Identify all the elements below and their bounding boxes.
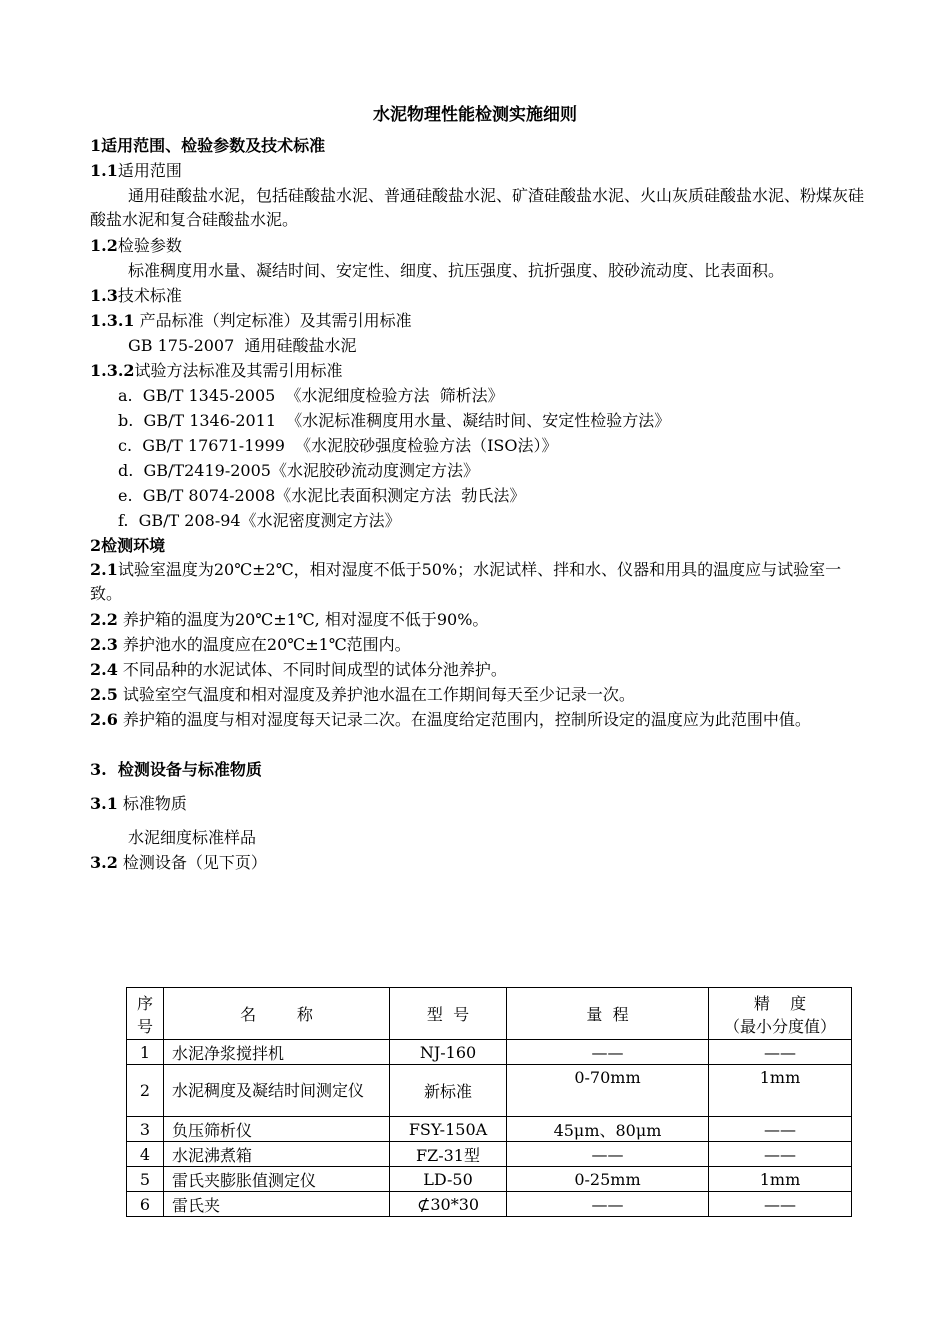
row-name: 水泥稠度及凝结时间测定仪 — [164, 1065, 390, 1117]
header-precision-line1: 精 度 — [753, 993, 807, 1013]
standard-item-d: d. GB/T2419-2005《水泥胶砂流动度测定方法》 — [118, 461, 479, 480]
scope-paragraph: 通用硅酸盐水泥，包括硅酸盐水泥、普通硅酸盐水泥、矿渣硅酸盐水泥、火山灰质硅酸盐水泥、粉煤灰硅酸盐水泥和复合硅酸盐水泥。 — [90, 186, 865, 229]
section-number: 1.3 — [90, 286, 118, 305]
section-3-1 — [90, 792, 865, 816]
header-range: 量 程 — [507, 988, 709, 1040]
section-number: 2.6 — [90, 710, 118, 729]
section-1-3-2 — [90, 359, 865, 383]
section-number: 1.3.2 — [90, 361, 135, 380]
section-text: 产品标准（判定标准）及其需引用标准 — [134, 311, 412, 330]
row-range: 45μm、80μm — [507, 1117, 709, 1142]
row-seq: 1 — [127, 1040, 164, 1065]
section-text: 标准物质 — [117, 794, 187, 813]
row-range: 0-70mm — [507, 1065, 709, 1117]
section-2-5 — [90, 683, 865, 707]
table-row — [127, 1142, 852, 1167]
section-number: 3.1 — [90, 794, 118, 813]
row-name: 水泥净浆搅拌机 — [164, 1040, 390, 1065]
row-model: NJ-160 — [390, 1040, 507, 1065]
row-seq: 6 — [127, 1192, 164, 1217]
section-1-3-1 — [90, 309, 865, 333]
row-precision: —— — [709, 1040, 852, 1065]
row-seq: 3 — [127, 1117, 164, 1142]
row-name: 负压筛析仪 — [164, 1117, 390, 1142]
header-seq-line1: 序 — [136, 993, 153, 1013]
row-precision: 1mm — [709, 1167, 852, 1192]
section-text: 养护箱的温度与相对湿度每天记录二次。在温度给定范围内，控制所设定的温度应为此范围中值。 — [117, 710, 811, 729]
standard-item-f: f. GB/T 208-94《水泥密度测定方法》 — [118, 511, 401, 530]
section-1-1 — [90, 159, 865, 183]
standard-item-c: c. GB/T 17671-1999 《水泥胶砂强度检验方法（ISO法）》 — [118, 436, 558, 455]
header-model: 型 号 — [390, 988, 507, 1040]
reference-material: 水泥细度标准样品 — [128, 828, 257, 847]
section-number: 3.2 — [90, 853, 118, 872]
section-heading-2: 2检测环境 — [90, 536, 166, 555]
table-row — [127, 1065, 852, 1117]
row-model: FZ-31型 — [390, 1142, 507, 1167]
section-text: 技术标准 — [117, 286, 182, 305]
section-text: 检测设备（见下页） — [117, 853, 267, 872]
section-number: 2.4 — [90, 660, 118, 679]
table-row — [127, 1117, 852, 1142]
parameters-paragraph: 标准稠度用水量、凝结时间、安定性、细度、抗压强度、抗折强度、胶砂流动度、比表面积。 — [128, 261, 785, 280]
row-range: —— — [507, 1142, 709, 1167]
header-seq-line2: 号 — [136, 1016, 153, 1036]
equipment-table — [126, 987, 852, 1217]
table-header-row — [127, 988, 852, 1040]
standard-item-a: a. GB/T 1345-2005 《水泥细度检验方法 筛析法》 — [118, 386, 504, 405]
section-text: 检验参数 — [117, 236, 182, 255]
document-title: 水泥物理性能检测实施细则 — [373, 105, 577, 125]
row-name: 雷氏夹膨胀值测定仪 — [164, 1167, 390, 1192]
header-precision — [709, 988, 852, 1040]
section-text: 养护箱的温度为20℃±1℃, 相对湿度不低于90%。 — [117, 610, 489, 629]
section-number: 2.3 — [90, 635, 118, 654]
row-name: 水泥沸煮箱 — [164, 1142, 390, 1167]
standard-item-e: e. GB/T 8074-2008《水泥比表面积测定方法 勃氏法》 — [118, 486, 526, 505]
section-text: 适用范围 — [117, 161, 182, 180]
header-name: 名 称 — [164, 988, 390, 1040]
row-seq: 2 — [127, 1065, 164, 1117]
row-seq: 4 — [127, 1142, 164, 1167]
section-2-1 — [90, 558, 865, 606]
section-number: 1.3.1 — [90, 311, 135, 330]
row-range: —— — [507, 1192, 709, 1217]
row-model: ⊄30*30 — [390, 1192, 507, 1217]
row-model: 新标准 — [390, 1065, 507, 1117]
section-2-3 — [90, 633, 865, 657]
table-row — [127, 1192, 852, 1217]
row-seq: 5 — [127, 1167, 164, 1192]
section-heading-3: 3. 检测设备与标准物质 — [90, 760, 262, 779]
row-precision: —— — [709, 1192, 852, 1217]
section-1-2 — [90, 234, 865, 258]
section-3-2 — [90, 851, 865, 875]
row-precision: 1mm — [709, 1065, 852, 1117]
header-seq — [127, 988, 164, 1040]
section-2-4 — [90, 658, 865, 682]
section-text: 试验室空气温度和相对湿度及养护池水温在工作期间每天至少记录一次。 — [117, 685, 635, 704]
section-2-6 — [90, 708, 865, 732]
section-number: 2.2 — [90, 610, 118, 629]
section-1-3 — [90, 284, 865, 308]
standard-item-b: b. GB/T 1346-2011 《水泥标准稠度用水量、凝结时间、安定性检验方法》 — [118, 411, 671, 430]
section-text: 不同品种的水泥试体、不同时间成型的试体分池养护。 — [117, 660, 507, 679]
section-2-2 — [90, 608, 865, 632]
product-standard: GB 175-2007 通用硅酸盐水泥 — [128, 336, 357, 355]
header-precision-line2: （最小分度值） — [723, 1016, 836, 1036]
row-model: LD-50 — [390, 1167, 507, 1192]
section-number: 2.5 — [90, 685, 118, 704]
table-row — [127, 1167, 852, 1192]
section-number: 1.1 — [90, 161, 118, 180]
section-text: 试验室温度为20℃±2℃，相对湿度不低于50%；水泥试样、拌和水、仪器和用具的温度应与试验室一致。 — [90, 560, 842, 603]
section-text: 试验方法标准及其需引用标准 — [134, 361, 343, 380]
row-precision: —— — [709, 1117, 852, 1142]
row-range: 0-25mm — [507, 1167, 709, 1192]
row-range: —— — [507, 1040, 709, 1065]
row-model: FSY-150A — [390, 1117, 507, 1142]
section-number: 1.2 — [90, 236, 118, 255]
section-text: 养护池水的温度应在20℃±1℃范围内。 — [117, 635, 411, 654]
table-row — [127, 1040, 852, 1065]
section-heading-1: 1适用范围、检验参数及技术标准 — [90, 136, 326, 155]
section-number: 2.1 — [90, 560, 118, 579]
row-precision: —— — [709, 1142, 852, 1167]
row-name: 雷氏夹 — [164, 1192, 390, 1217]
